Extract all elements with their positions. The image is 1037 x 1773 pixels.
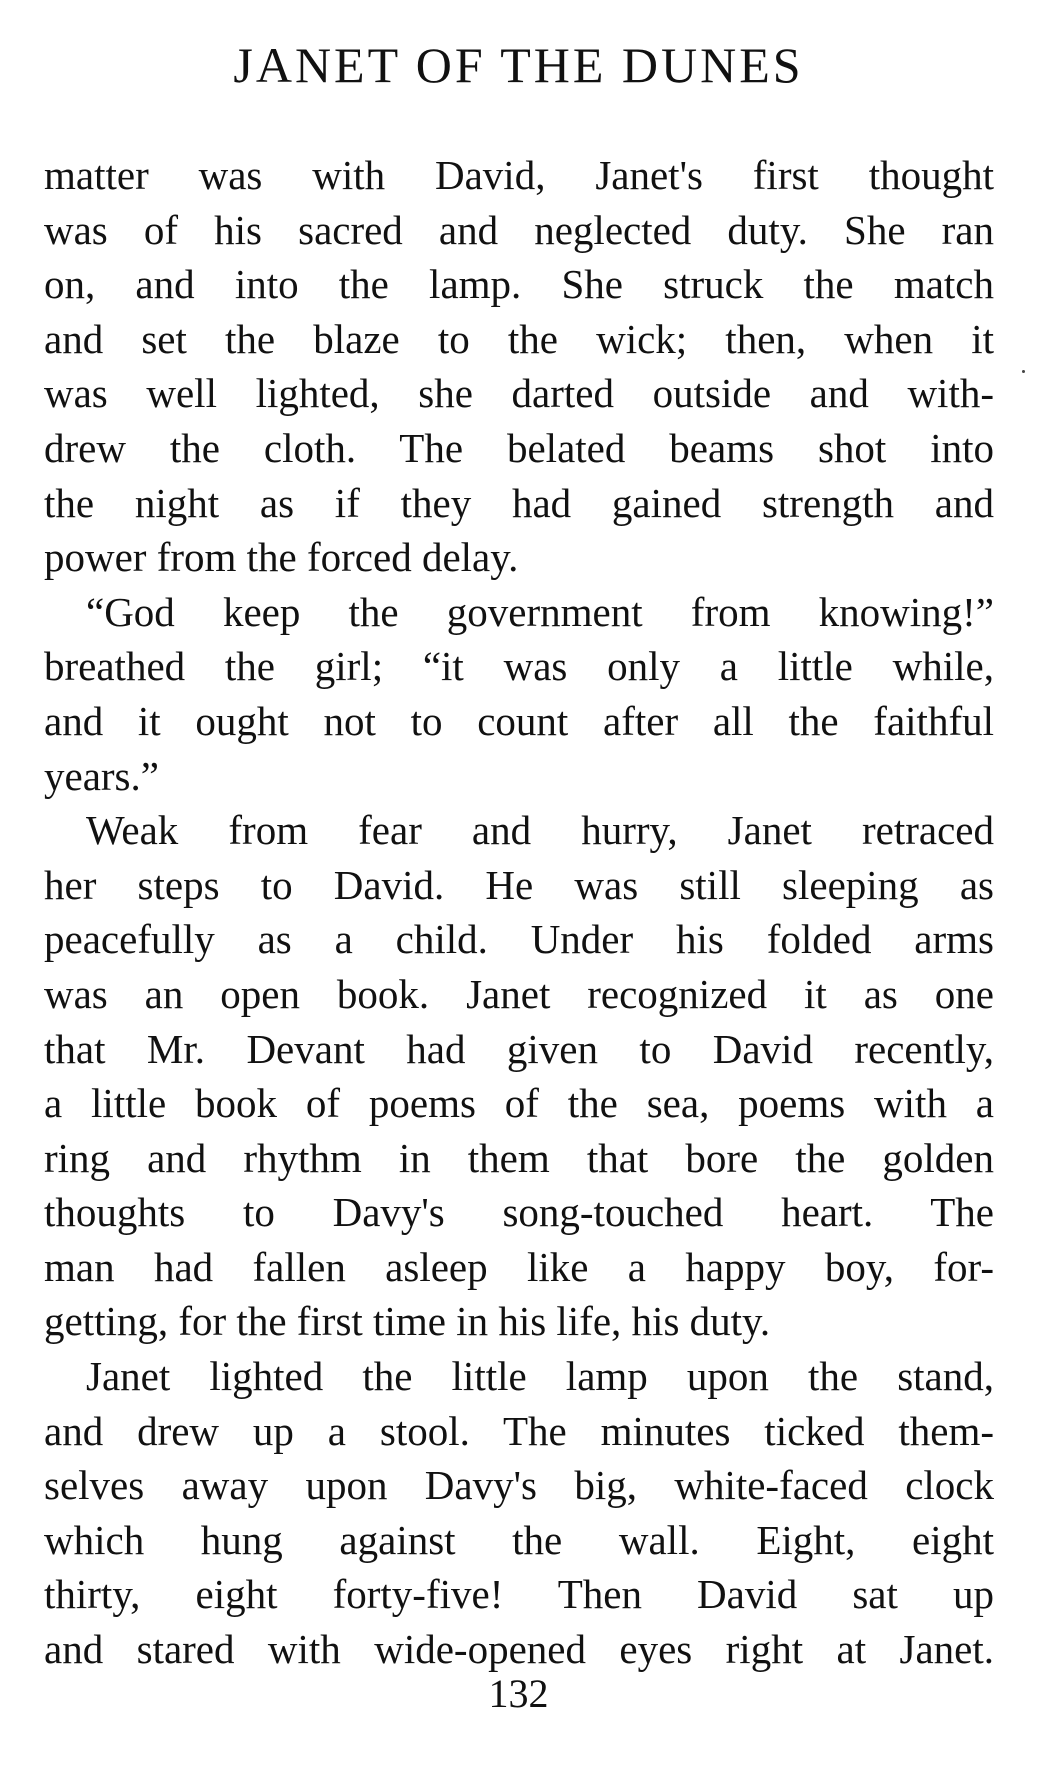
text-line: breathed the girl; “it was only a little while, <box>44 643 994 690</box>
text-line: was of his sacred and neglected duty. She ran <box>44 206 994 253</box>
text-line: the night as if they had gained strength and <box>44 479 994 526</box>
paragraph <box>44 1349 994 1677</box>
running-head: JANET OF THE DUNES <box>233 37 804 93</box>
text-line: which hung against the wall. Eight, eight <box>44 1516 994 1563</box>
paragraph <box>44 803 994 1349</box>
text-line: “God keep the government from knowing!” <box>86 588 994 635</box>
text-line: Janet lighted the little lamp upon the stand, <box>86 1353 994 1400</box>
text-line: power from the forced delay. <box>44 534 519 581</box>
text-line: selves away upon Davy's big, white-faced clock <box>44 1462 994 1509</box>
text-line: and stared with wide-opened eyes right at Janet. <box>44 1626 994 1673</box>
text-line: ring and rhythm in them that bore the golden <box>44 1134 994 1181</box>
text-line: getting, for the first time in his life, his duty. <box>44 1298 771 1345</box>
body-text <box>44 148 994 1677</box>
text-line: matter was with David, Janet's first thought <box>44 152 994 198</box>
text-line: Weak from fear and hurry, Janet retraced <box>86 807 994 854</box>
margin-speck <box>1022 370 1025 373</box>
text-line: was an open book. Janet recognized it as one <box>44 970 994 1017</box>
text-line: man had fallen asleep like a happy boy, for- <box>44 1243 994 1290</box>
text-line: and set the blaze to the wick; then, when it <box>44 315 994 362</box>
text-line: was well lighted, she darted outside and with- <box>44 370 994 417</box>
text-line: drew the cloth. The belated beams shot into <box>44 424 994 471</box>
text-line: a little book of poems of the sea, poems with a <box>44 1080 994 1127</box>
text-line: years.” <box>44 752 159 799</box>
page-number: 132 <box>488 1671 549 1716</box>
text-line: thirty, eight forty-five! Then David sat up <box>44 1571 994 1618</box>
text-line: her steps to David. He was still sleeping as <box>44 861 994 908</box>
text-line: that Mr. Devant had given to David recently, <box>44 1025 994 1072</box>
text-line: on, and into the lamp. She struck the match <box>44 261 994 308</box>
text-line: thoughts to Davy's song-touched heart. The <box>44 1189 994 1236</box>
text-line: and drew up a stool. The minutes ticked them- <box>44 1407 994 1454</box>
paragraph <box>44 148 994 585</box>
text-line: peacefully as a child. Under his folded arms <box>44 916 994 963</box>
paragraph <box>44 585 994 803</box>
text-line: and it ought not to count after all the faithful <box>44 697 994 744</box>
